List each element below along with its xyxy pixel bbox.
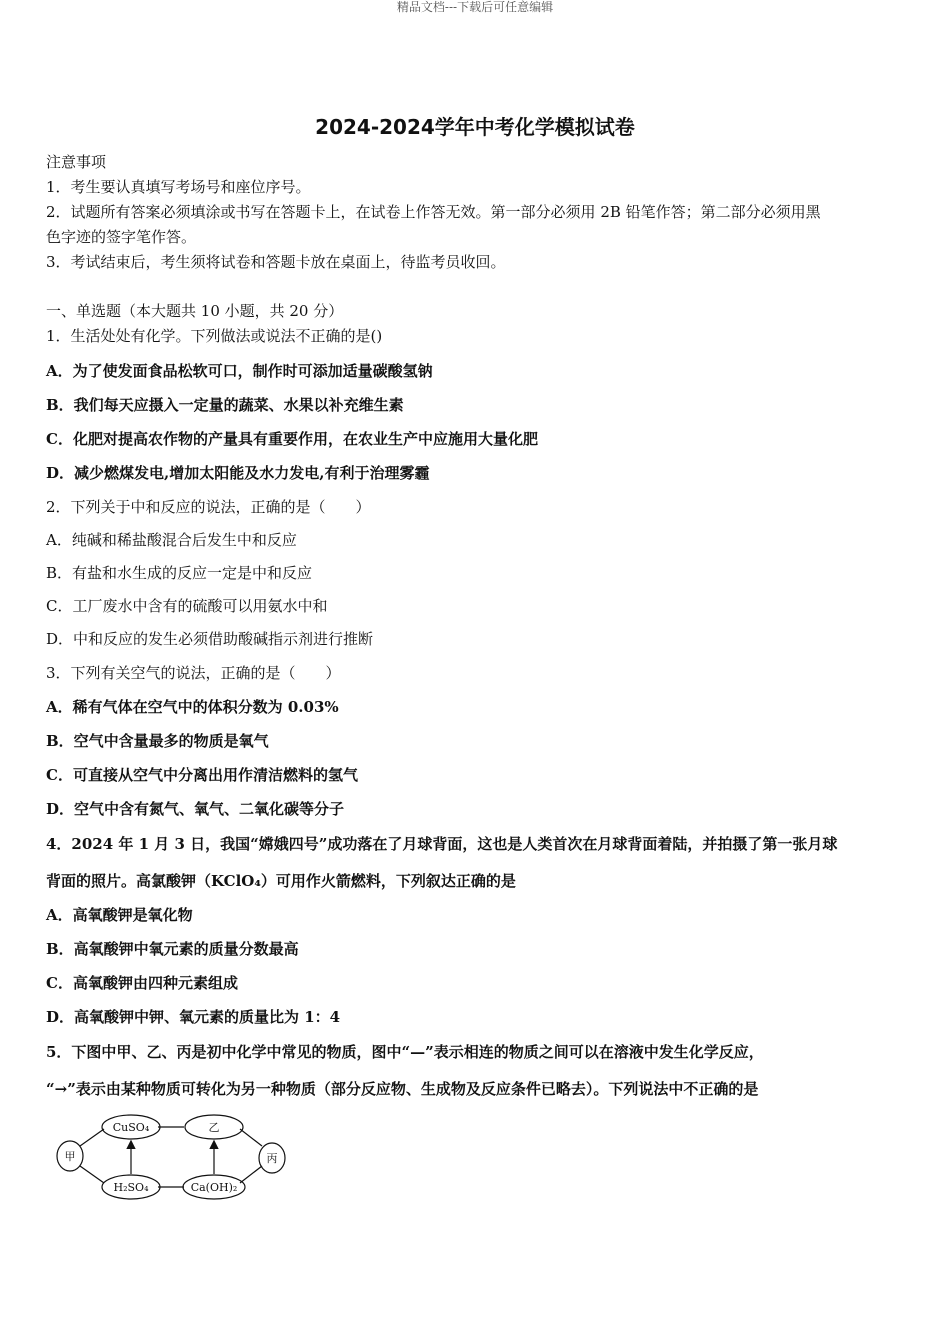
- edge-jia-cuso4: [80, 1129, 104, 1146]
- question-5-stem-line-1: 5．下图中甲、乙、丙是初中化学中常见的物质，图中“—”表示相连的物质之间可以在溶液中发生化学反应，: [46, 1043, 764, 1061]
- question-1-option-c: C．化肥对提高农作物的产量具有重要作用，在农业生产中应施用大量化肥: [46, 430, 538, 448]
- question-4-option-b: B．高氧酸钾中氧元素的质量分数最高: [46, 940, 299, 958]
- question-2-option-d: D．中和反应的发生必须借助酸碱指示剂进行推断: [46, 630, 374, 648]
- question-2-option-a: A．纯碱和稀盐酸混合后发生中和反应: [46, 531, 297, 549]
- notice-item-1: 1．考生要认真填写考场号和座位序号。: [46, 178, 311, 196]
- node-h2so4-label: H₂SO₄: [113, 1181, 149, 1194]
- page-title: 2024-2024学年中考化学模拟试卷: [315, 115, 635, 139]
- question-1-option-a: A．为了使发面食品松软可口，制作时可添加适量碳酸氢钠: [46, 362, 433, 380]
- question-2-option-b: B．有盐和水生成的反应一定是中和反应: [46, 564, 313, 582]
- notice-item-2: 2．试题所有答案必须填涂或书写在答题卡上，在试卷上作答无效。第一部分必须用 2B 铅笔作答；第二部分必须用黑: [46, 203, 821, 221]
- question-4-stem-line-2: 背面的照片。高氯酸钾（KClO₄）可用作火箭燃料，下列叙达正确的是: [46, 872, 516, 890]
- edge-caoh2-bing: [240, 1166, 262, 1183]
- question-3-option-c: C．可直接从空气中分离出用作清洁燃料的氢气: [46, 766, 358, 784]
- question-1-option-b: B．我们每天应摄入一定量的蔬菜、水果以补充维生素: [46, 396, 404, 414]
- question-1-stem: 1．生活处处有化学。下列做法或说法不正确的是(): [46, 327, 383, 345]
- question-4-option-d: D．高氧酸钾中钾、氧元素的质量比为 1：4: [46, 1008, 341, 1026]
- question-1-option-d: D．减少燃煤发电,增加太阳能及水力发电,有利于治理雾霾: [46, 464, 430, 482]
- edge-jia-h2so4: [80, 1166, 104, 1183]
- question-3-option-b: B．空气中含量最多的物质是氧气: [46, 732, 269, 750]
- notice-item-2-cont: 色字迹的签字笔作答。: [46, 228, 197, 246]
- question-4-option-c: C．高氧酸钾由四种元素组成: [46, 974, 238, 992]
- node-bing-label: 丙: [266, 1152, 278, 1165]
- question-4-option-a: A．高氧酸钾是氧化物: [46, 906, 193, 924]
- notice-heading: 注意事项: [46, 153, 107, 171]
- question-5-stem-line-2: “→”表示由某种物质可转化为另一种物质（部分反应物、生成物及反应条件已略去）。下列说法中不正确的是: [46, 1080, 759, 1098]
- section-heading: 一、单选题（本大题共 10 小题，共 20 分）: [46, 302, 344, 320]
- node-cuso4-label: CuSO₄: [112, 1121, 150, 1134]
- question-3-option-a: A．稀有气体在空气中的体积分数为 0.03%: [46, 698, 339, 716]
- node-jia-label: 甲: [64, 1150, 76, 1163]
- edge-yi-bing: [240, 1129, 262, 1146]
- question-4-stem-line-1: 4．2024 年 1 月 3 日，我国“嫦娥四号”成功落在了月球背面，这也是人类首次在月球背面着陆，并拍摄了第一张月球: [46, 835, 838, 853]
- question-3-option-d: D．空气中含有氮气、氧气、二氧化碳等分子: [46, 800, 345, 818]
- node-caoh2-label: Ca(OH)₂: [190, 1181, 238, 1194]
- node-yi-label: 乙: [208, 1121, 220, 1134]
- reaction-diagram: [52, 1112, 292, 1204]
- notice-item-3: 3．考试结束后，考生须将试卷和答题卡放在桌面上，待监考员收回。: [46, 253, 506, 271]
- question-3-stem: 3．下列有关空气的说法，正确的是（ ）: [46, 664, 341, 682]
- question-2-option-c: C．工厂废水中含有的硫酸可以用氨水中和: [46, 597, 328, 615]
- question-2-stem: 2．下列关于中和反应的说法，正确的是（ ）: [46, 498, 371, 516]
- page-header: 精品文档---下载后可任意编辑: [396, 0, 554, 14]
